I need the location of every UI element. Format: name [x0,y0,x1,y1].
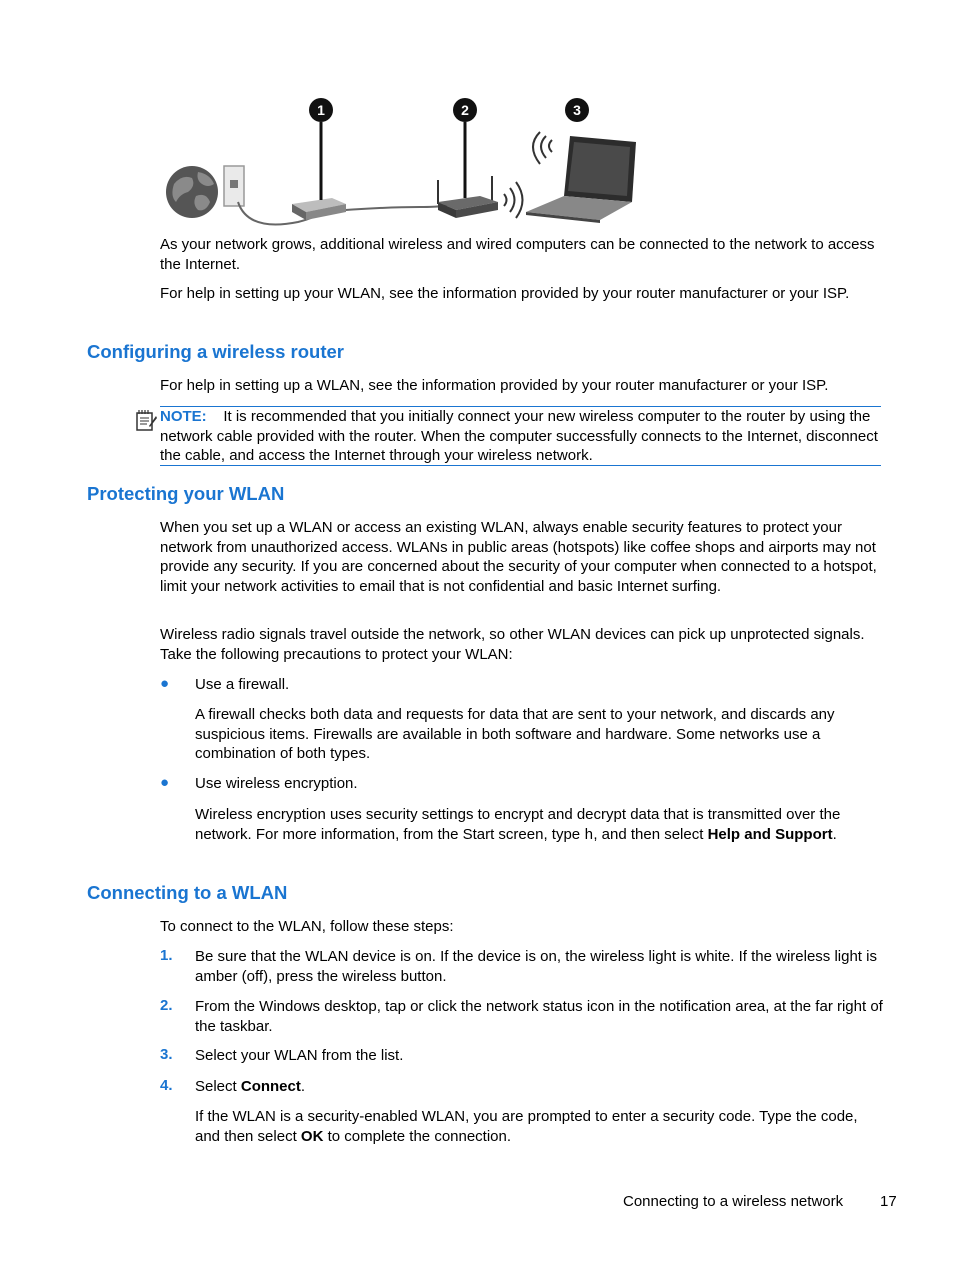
router-paragraph: For help in setting up a WLAN, see the information provided by your router manufacturer or your ISP. [160,377,829,394]
step-1-text: Be sure that the WLAN device is on. If the device is on, the wireless light is white. If the wireless light is amber (off), press the wireless button. [195,948,877,985]
bullet-2-body-end: . [832,825,837,843]
ok-label: OK [300,1127,324,1145]
connect-intro: To connect to the WLAN, follow these steps: [160,918,454,935]
step-number: 2. [160,997,173,1014]
step-4-body-end: to complete the connection. [323,1127,512,1145]
callout-3-label: 3 [573,102,581,118]
intro-paragraph-1: As your network grows, additional wireless and wired computers can be connected to the network to access the Internet. [160,236,875,273]
bullet-2-title: Use wireless encryption. [195,775,358,792]
note-text: It is recommended that you initially connect your new wireless computer to the router by using the network cable provided with the router. When the computer successfully connects to the Internet, disconnect the cable, and access the Internet through your wireless network. [160,408,878,464]
step-4-body [195,1107,875,1146]
laptop-wireless-signal-icon [533,132,552,164]
note-block [160,407,885,466]
globe-icon [166,166,218,218]
network-diagram-figure [160,92,650,227]
step-4-body-text: If the WLAN is a security-enabled WLAN, you are prompted to enter a security code. Type the code, and then select [195,1108,858,1145]
protect-paragraph-1: When you set up a WLAN or access an existing WLAN, always enable security features to protect your network from unauthorized access. WLANs in public areas (hotspots) like coffee shops and airports may not provide any security. If you are concerned about the security of your computer when connected to a hotspot, limit your network activities to email that is not confidential and basic Internet surfing. [160,519,877,595]
step-4-text [195,1077,885,1097]
bullet-marker: ● [160,774,170,791]
router-icon [438,176,498,218]
section-heading-protect: Protecting your WLAN [87,483,285,504]
bullet-1-body: A firewall checks both data and requests for data that are sent to your network, and discards any suspicious items. Firewalls are available in both software and hardware. Some networks use a combination of both types. [195,706,835,762]
page-number: 17 [880,1193,897,1210]
bullet-1-title: Use a firewall. [195,676,290,693]
section-heading-connect: Connecting to a WLAN [87,882,288,903]
note-label: NOTE: [160,408,207,425]
bullet-marker: ● [160,675,170,692]
laptop-icon [526,136,636,223]
step-number: 4. [160,1077,173,1094]
note-bottom-rule [160,465,881,466]
bullet-2-body-text-2: , and then select [593,825,708,843]
step-4-text-b: . [300,1078,306,1095]
protect-paragraph-2: Wireless radio signals travel outside the network, so other WLAN devices can pick up unprotected signals. Take the following precautions to protect your WLAN: [160,626,865,663]
callout-1-label: 1 [317,102,325,118]
step-number: 1. [160,947,173,964]
note-icon [135,408,157,432]
callout-2-label: 2 [461,102,469,118]
step-2-text: From the Windows desktop, tap or click the network status icon in the notification area, at the far right of the taskbar. [195,998,883,1035]
bullet-2-body [195,805,875,845]
step-3-text: Select your WLAN from the list. [195,1047,404,1064]
help-and-support-link-text: Help and Support [707,825,833,843]
step-4-text-a: Select [195,1078,241,1095]
connect-label: Connect [240,1078,301,1095]
intro-paragraph-2: For help in setting up your WLAN, see the information provided by your router manufacturer or your ISP. [160,285,850,302]
step-number: 3. [160,1046,173,1063]
section-heading-router: Configuring a wireless router [87,341,344,362]
command-code: h [584,826,594,844]
footer-title: Connecting to a wireless network [623,1193,844,1210]
modem-icon [292,198,346,220]
wall-jack-icon [224,166,244,206]
bullet-2-body-text: Wireless encryption uses security settings to encrypt and decrypt data that is transmitted over the network. For more information, from the Start screen, type [195,806,841,843]
wireless-signal-icon [504,182,523,218]
network-diagram [160,92,650,227]
